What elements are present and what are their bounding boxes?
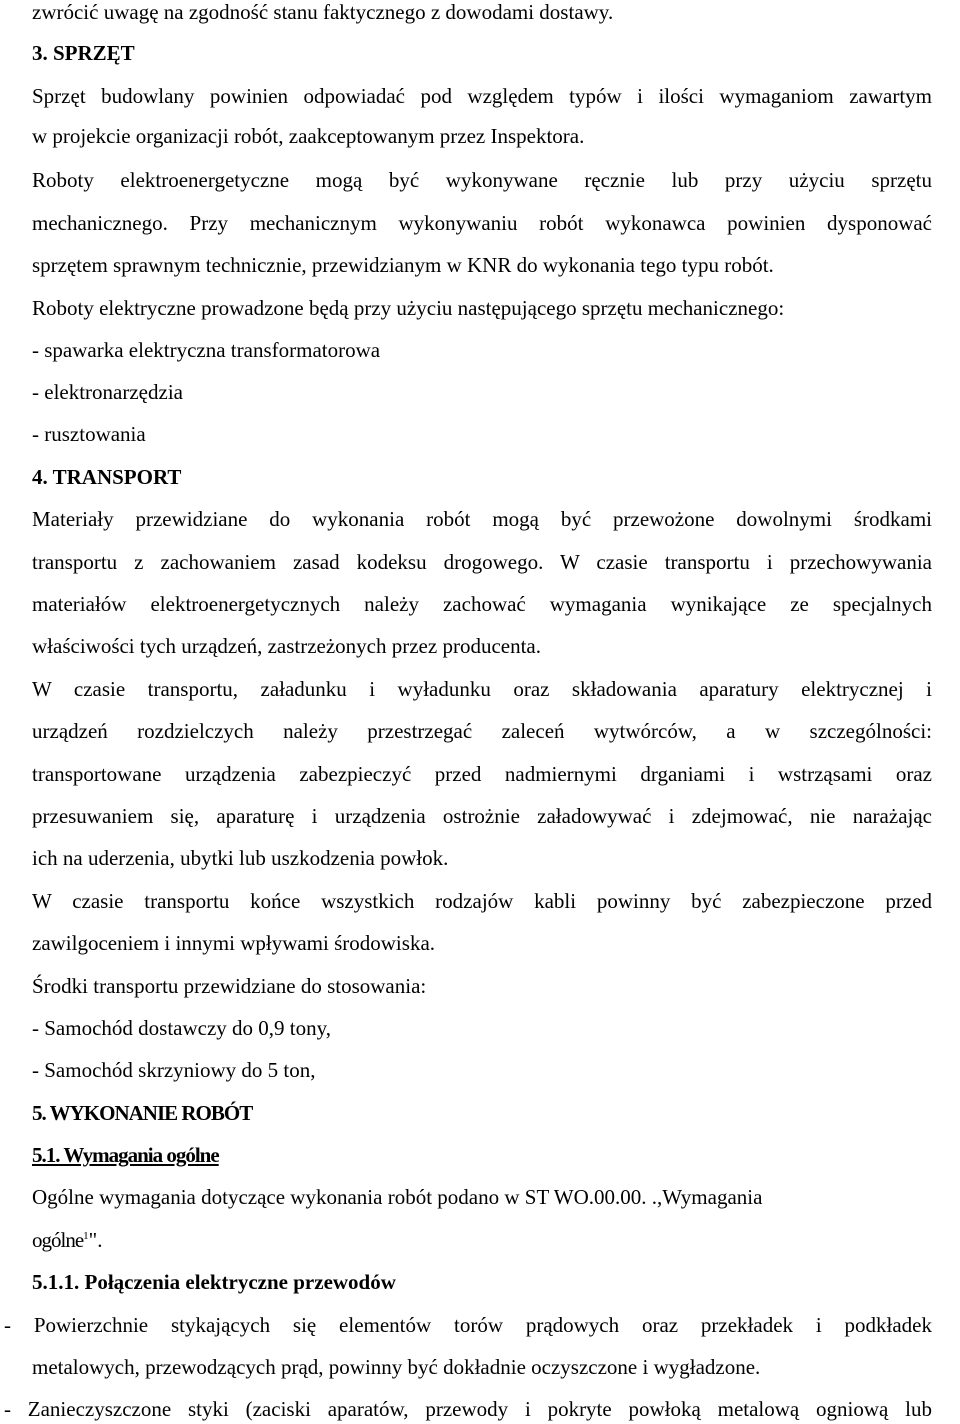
text-line: transportu z zachowaniem zasad kodeksu drogowego. W czasie transportu i przechowywania: [32, 550, 932, 574]
text-line: metalowych, przewodzących prąd, powinny być dokładnie oczyszczone i wygładzone.: [32, 1355, 761, 1379]
list-item: - elektronarzędzia: [32, 380, 183, 404]
text-line: Roboty elektroenergetyczne mogą być wykonywane ręcznie lub przy użyciu sprzętu: [32, 168, 932, 192]
text-line: zwrócić uwagę na zgodność stanu faktycznego z dowodami dostawy.: [32, 0, 614, 24]
list-item: - Powierzchnie stykających się elementów torów prądowych oraz przekładek i podkładek: [4, 1313, 932, 1337]
section-heading-3: 3. SPRZĘT: [32, 41, 135, 65]
text-line: W czasie transportu końce wszystkich rodzajów kabli powinny być zabezpieczone przed: [32, 889, 932, 913]
text-line: ich na uderzenia, ubytki lub uszkodzenia powłok.: [32, 846, 449, 870]
text-line: mechanicznego. Przy mechanicznym wykonywaniu robót wykonawca powinien dysponować: [32, 211, 932, 235]
list-item: - rusztowania: [32, 422, 146, 446]
text-line: w projekcie organizacji robót, zaakceptowanym przez Inspektora.: [32, 124, 585, 148]
text-line: Materiały przewidziane do wykonania robót mogą być przewożone dowolnymi środkami: [32, 507, 932, 531]
footnote-marker: 1: [83, 1230, 89, 1242]
text-line: Środki transportu przewidziane do stosowania:: [32, 974, 427, 998]
subsection-heading-5-1-1: 5.1.1. Połączenia elektryczne przewodów: [32, 1270, 396, 1294]
text-line: przesuwaniem się, aparaturę i urządzenia ostrożnie załadowywać i zdejmować, nie narażając: [32, 804, 932, 828]
subsection-heading-5-1: 5.1. Wymagania ogólne: [32, 1143, 219, 1167]
list-item: - Samochód dostawczy do 0,9 tony,: [32, 1016, 332, 1040]
text-fragment: ".: [88, 1228, 103, 1252]
text-line: Sprzęt budowlany powinien odpowiadać pod względem typów i ilości wymaganiom zawartym: [32, 84, 932, 108]
text-line: sprzętem sprawnym technicznie, przewidzianym w KNR do wykonania tego typu robót.: [32, 253, 774, 277]
text-line: transportowane urządzenia zabezpieczyć przed nadmiernymi drganiami i wstrząsami oraz: [32, 762, 932, 786]
text-line: [32, 1228, 102, 1252]
text-line: W czasie transportu, załadunku i wyładunku oraz składowania aparatury elektrycznej i: [32, 677, 932, 701]
text-line: urządzeń rozdzielczych należy przestrzegać zaleceń wytwórców, a w szczególności:: [32, 719, 932, 743]
text-fragment: ogólne: [32, 1228, 84, 1252]
text-line: zawilgoceniem i innymi wpływami środowiska.: [32, 931, 436, 955]
list-item: - spawarka elektryczna transformatorowa: [32, 338, 381, 362]
list-item: - Zanieczyszczone styki (zaciski aparatów, przewody i pokryte powłoką metalową ogniową lub: [4, 1397, 932, 1421]
list-item: - Samochód skrzyniowy do 5 ton,: [32, 1058, 316, 1082]
section-heading-4: 4. TRANSPORT: [32, 465, 182, 489]
text-line: właściwości tych urządzeń, zastrzeżonych przez producenta.: [32, 634, 541, 658]
text-line: Roboty elektryczne prowadzone będą przy użyciu następującego sprzętu mechanicznego:: [32, 296, 785, 320]
text-line: Ogólne wymagania dotyczące wykonania robót podano w ST WO.00.00. .,Wymagania: [32, 1185, 763, 1209]
section-heading-5: 5. WYKONANIE ROBÓT: [32, 1101, 253, 1125]
text-line: materiałów elektroenergetycznych należy zachować wymagania wynikające ze specjalnych: [32, 592, 932, 616]
